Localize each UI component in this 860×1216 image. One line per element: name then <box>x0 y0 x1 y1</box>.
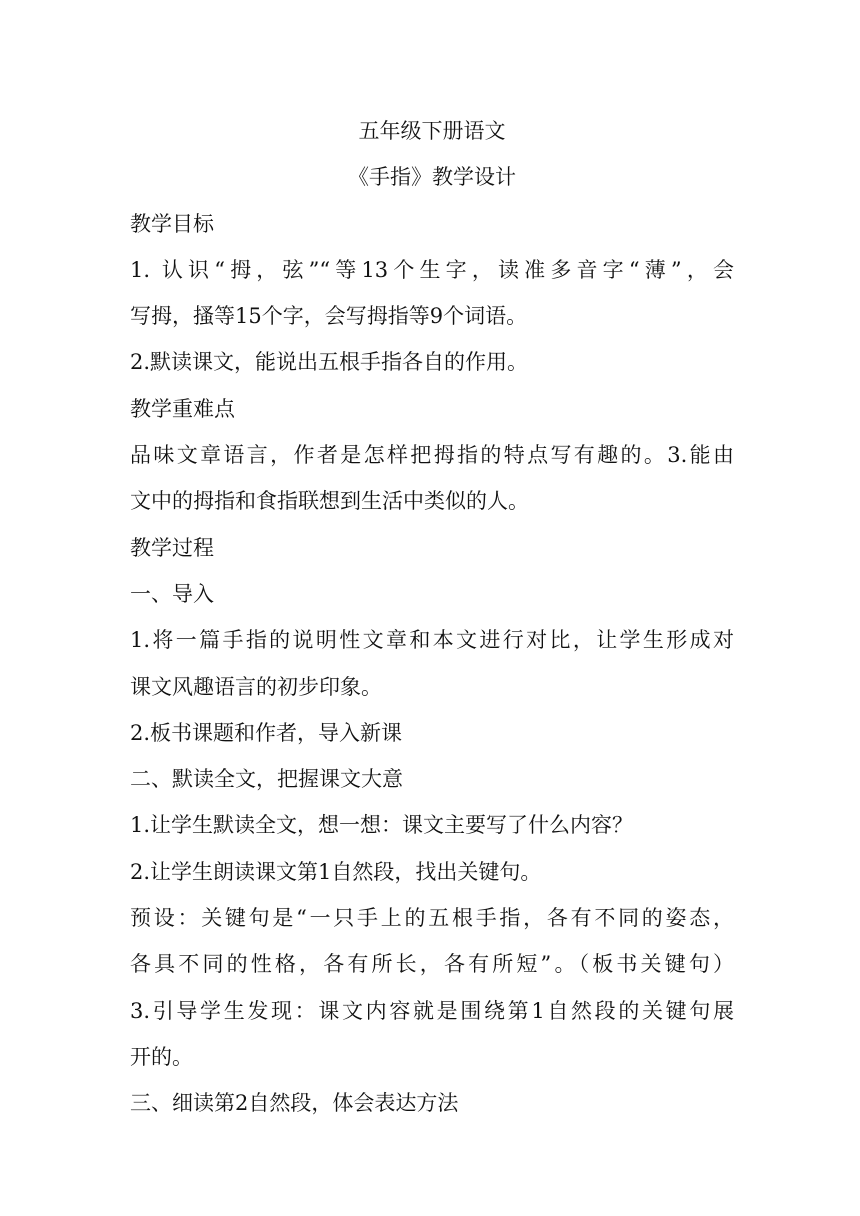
subsection-heading-introduction: 一、导入 <box>130 581 214 606</box>
paragraph-line: 课文风趣语言的初步印象。 <box>130 674 382 699</box>
section-heading-teaching-goals: 教学目标 <box>130 211 214 236</box>
section-heading-teaching-process: 教学过程 <box>130 535 214 560</box>
paragraph-line: 文中的拇指和食指联想到生活中类似的人。 <box>130 489 529 514</box>
paragraph-line: 1. 认识“拇，弦”“等13个生字，读准多音字“薄”，会 <box>130 257 734 282</box>
paragraph-line: 2.板书课题和作者，导入新课 <box>130 720 403 745</box>
paragraph-line: 开的。 <box>130 1044 193 1069</box>
paragraph-line: 1.将一篇手指的说明性文章和本文进行对比，让学生形成对 <box>130 628 734 653</box>
paragraph-line: 3.引导学生发现：课文内容就是围绕第1自然段的关键句展 <box>130 998 734 1023</box>
paragraph-line: 1.让学生默读全文，想一想：课文主要写了什么内容？ <box>130 813 634 838</box>
document-subtitle: 《手指》教学设计 <box>348 165 516 190</box>
subsection-heading-silent-reading: 二、默读全文，把握课文大意 <box>130 767 403 792</box>
section-heading-key-points: 教学重难点 <box>130 396 235 421</box>
paragraph-line: 2.让学生朗读课文第1自然段，找出关键句。 <box>130 859 542 884</box>
paragraph-line: 2.默读课文，能说出五根手指各自的作用。 <box>130 350 529 375</box>
document-body <box>130 108 734 1127</box>
paragraph-line: 品味文章语言，作者是怎样把拇指的特点写有趣的。3.能由 <box>130 443 734 468</box>
paragraph-line: 各具不同的性格，各有所长，各有所短”。（板书关键句） <box>130 952 734 977</box>
subsection-heading-detailed-reading: 三、细读第2自然段，体会表达方法 <box>130 1091 459 1116</box>
paragraph-line: 写拇，搔等15个字，会写拇指等9个词语。 <box>130 304 528 329</box>
paragraph-line: 预设：关键句是“一只手上的五根手指，各有不同的姿态， <box>130 906 734 931</box>
document-title: 五年级下册语文 <box>358 119 506 143</box>
